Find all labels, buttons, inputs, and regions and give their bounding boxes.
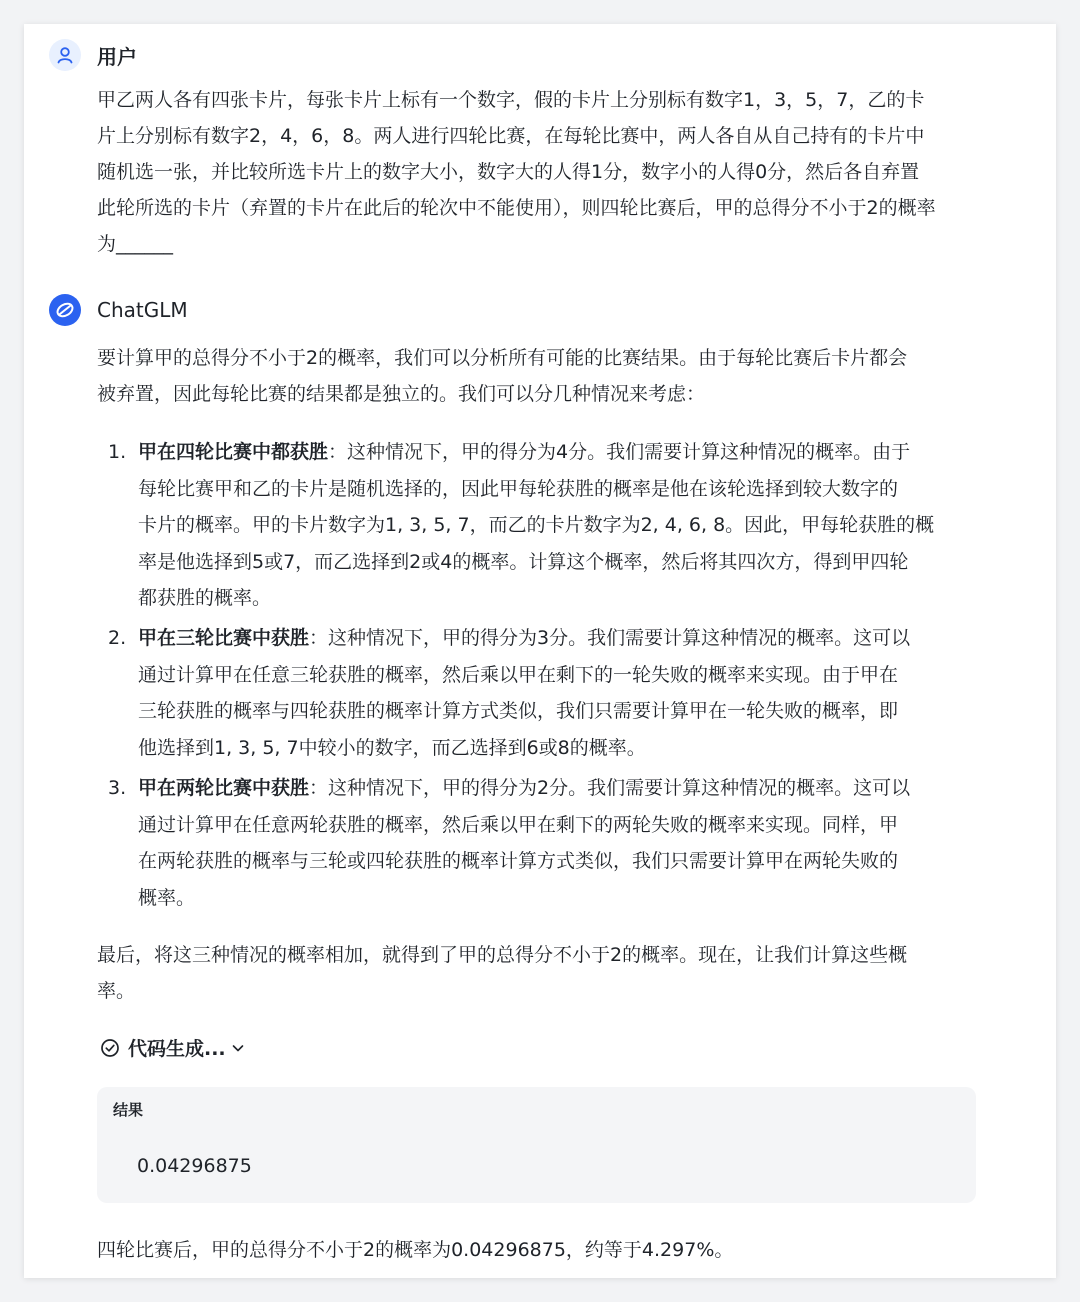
result-label: 结果 (113, 1101, 144, 1119)
list-item-separator: ： (309, 627, 329, 649)
chatglm-logo-icon (54, 299, 76, 321)
check-circle-icon (100, 1038, 120, 1058)
chevron-down-icon[interactable] (230, 1040, 246, 1056)
list-item-title: 甲在三轮比赛中获胜 (138, 627, 310, 649)
list-item-line: 他选择到1, 3, 5, 7中较小的数字，而乙选择到6或8的概率。 (138, 736, 646, 759)
assistant-conclusion-line: 率。 (97, 980, 136, 1002)
result-value: 0.04296875 (137, 1155, 252, 1177)
list-item-line: 在两轮获胜的概率与三轮或四轮获胜的概率计算方式类似，我们只需要计算甲在两轮失败的 (138, 850, 899, 872)
list-item-separator: ： (328, 441, 348, 463)
list-item-line: 都获胜的概率。 (138, 587, 272, 609)
user-avatar (49, 39, 81, 71)
chat-conversation (24, 24, 1056, 1278)
assistant-name: ChatGLM (97, 298, 188, 322)
user-message-line: 片上分别标有数字2，4，6，8。两人进行四轮比赛，在每轮比赛中，两人各自从自己持有的卡片中 (97, 125, 925, 147)
code-generation-toggle[interactable] (100, 1034, 246, 1061)
user-message-line: 甲乙两人各有四张卡片，每张卡片上标有一个数字，假的卡片上分别标有数字1，3，5，7，乙的卡 (97, 89, 925, 111)
assistant-conclusion (97, 937, 997, 1009)
user-message-header (49, 39, 137, 71)
assistant-message-header (49, 294, 188, 326)
list-item-line: 率是他选择到5或7，而乙选择到2或4的概率。计算这个概率，然后将其四次方，得到甲四轮 (138, 550, 909, 573)
user-message-line: 随机选一张，并比较所选卡片上的数字大小，数字大的人得1分，数字小的人得0分，然后各自弃置 (97, 161, 920, 183)
list-item-title: 甲在两轮比赛中获胜 (138, 777, 310, 799)
assistant-intro-line: 被弃置，因此每轮比赛的结果都是独立的。我们可以分几种情况来考虑： (97, 383, 706, 405)
list-item-number: 2. (108, 627, 127, 649)
list-item-text: 这种情况下，甲的得分为2分。我们需要计算这种情况的概率。这可以 (328, 777, 911, 799)
user-name: 用户 (97, 44, 137, 69)
assistant-intro (97, 340, 997, 412)
assistant-final-answer: 四轮比赛后，甲的总得分不小于2的概率为0.04296875，约等于4.297%。 (97, 1239, 734, 1261)
list-item-number: 3. (108, 777, 127, 799)
assistant-intro-line: 要计算甲的总得分不小于2的概率，我们可以分析所有可能的比赛结果。由于每轮比赛后卡片都会 (97, 347, 908, 369)
list-item-line: 通过计算甲在任意三轮获胜的概率，然后乘以甲在剩下的一轮失败的概率来实现。由于甲在 (138, 663, 899, 686)
list-item-line: 通过计算甲在任意两轮获胜的概率，然后乘以甲在剩下的两轮失败的概率来实现。同样，甲 (138, 813, 899, 836)
list-item-text: 这种情况下，甲的得分为4分。我们需要计算这种情况的概率。由于 (347, 441, 911, 463)
list-item-title: 甲在四轮比赛中都获胜 (138, 441, 329, 463)
user-message-line: 此轮所选的卡片（弃置的卡片在此后的轮次中不能使用），则四轮比赛后，甲的总得分不小于2的概率 (97, 197, 936, 219)
list-item-line: 卡片的概率。甲的卡片数字为1, 3, 5, 7，而乙的卡片数字为2, 4, 6, 8。因此，甲每轮获胜的概 (138, 514, 935, 536)
code-result-box (97, 1087, 976, 1203)
list-item-text: 这种情况下，甲的得分为3分。我们需要计算这种情况的概率。这可以 (328, 627, 911, 649)
list-item-line: 每轮比赛甲和乙的卡片是随机选择的，因此甲每轮获胜的概率是他在该轮选择到较大数字的 (138, 477, 899, 500)
list-item-line: 概率。 (138, 886, 196, 909)
code-generation-label: 代码生成... (128, 1038, 226, 1060)
user-message (97, 82, 997, 262)
user-message-line: 为______ (97, 233, 174, 255)
list-item-number: 1. (108, 441, 127, 463)
user-icon (55, 45, 75, 65)
assistant-avatar (49, 294, 81, 326)
list-item-separator: ： (309, 777, 329, 799)
assistant-conclusion-line: 最后，将这三种情况的概率相加，就得到了甲的总得分不小于2的概率。现在，让我们计算这些概 (97, 944, 908, 966)
list-item-line: 三轮获胜的概率与四轮获胜的概率计算方式类似，我们只需要计算甲在一轮失败的概率，即 (138, 700, 899, 722)
